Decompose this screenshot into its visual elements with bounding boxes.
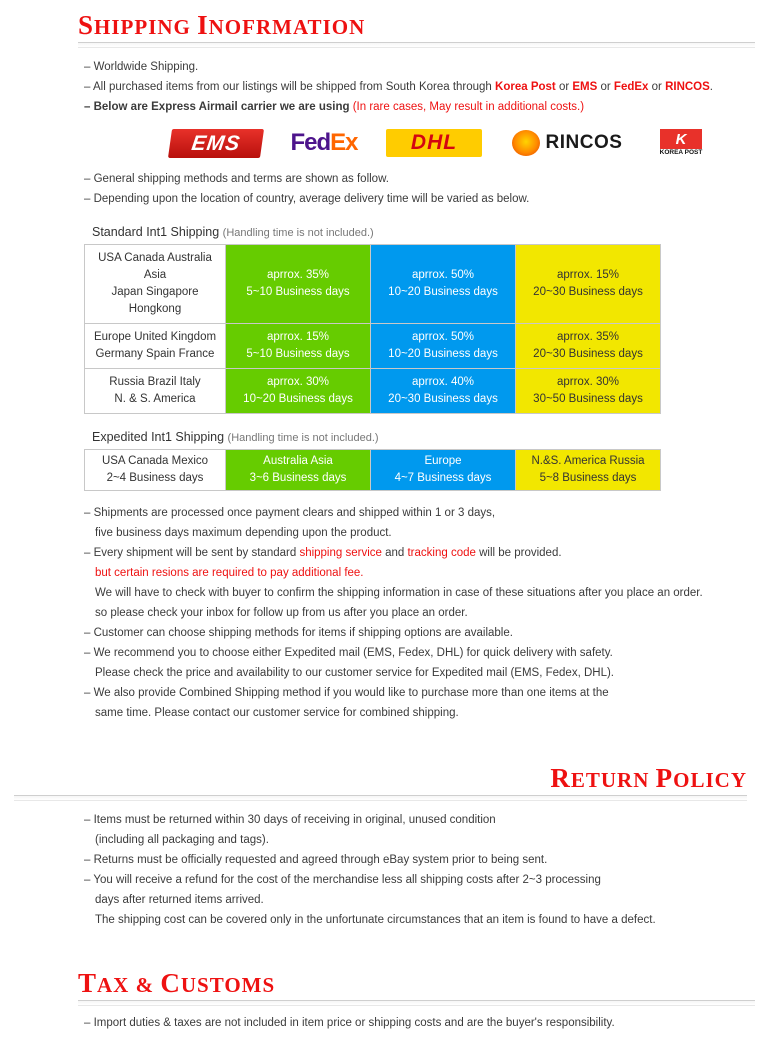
tax-title	[78, 970, 755, 997]
shipping-term-10	[84, 683, 769, 703]
shipping-intro-lines-2	[0, 169, 769, 209]
return-section-header	[0, 723, 769, 801]
dash: –	[84, 874, 91, 886]
shipping-term-7-text: Customer can choose shipping methods for items if shipping options are available.	[93, 627, 513, 639]
dash: –	[84, 507, 91, 519]
table-row	[85, 245, 661, 324]
blue-cell	[371, 369, 516, 414]
expedited-table-note: (Handling time is not included.)	[227, 432, 379, 444]
return-policy-1-text: Items must be returned within 30 days of receiving in original, unused condition	[93, 814, 496, 826]
standard-table-title-text: Standard Int1 Shipping	[92, 225, 220, 239]
shipping-term-11-text: same time. Please contact our customer service for combined shipping.	[95, 707, 459, 719]
percent: aprrox. 35%	[266, 269, 329, 281]
blue-cell	[371, 324, 516, 369]
return-title-olicy: OLICY	[673, 768, 747, 792]
return-title-p: P	[655, 763, 674, 793]
shipping-section-header	[0, 0, 769, 48]
green-cell	[226, 369, 371, 414]
standard-table-title	[0, 209, 769, 244]
carrier-logo-row	[0, 117, 769, 169]
tax-section-header	[0, 930, 769, 1006]
shipping-intro-line-5-text: Depending upon the location of country, average delivery time will be varied as below.	[93, 193, 530, 205]
shipping-intro-line-4	[84, 169, 769, 189]
blue-cell	[371, 245, 516, 324]
region-cell	[85, 369, 226, 414]
shipping-intro-line-3-note: (In rare cases, May result in additional costs.)	[352, 101, 585, 113]
shipping-term-1	[84, 503, 769, 523]
tax-title-c: C	[160, 968, 181, 998]
tax-title-ustoms: USTOMS	[180, 973, 276, 997]
period: .	[709, 81, 713, 93]
yellow-cell	[516, 450, 661, 491]
shipping-term-8-text: We recommend you to choose either Expedited mail (EMS, Fedex, DHL) for quick delivery with safety.	[93, 647, 613, 659]
tax-customs-1	[84, 1013, 769, 1033]
or-3: or	[648, 81, 666, 93]
shipping-term-3-text-c: will be provided.	[475, 547, 562, 559]
region-cell	[85, 450, 226, 491]
yellow-cell	[516, 369, 661, 414]
return-policy-3-text: Returns must be officially requested and agreed through eBay system prior to being sent.	[93, 854, 548, 866]
return-policy-6	[84, 910, 769, 930]
region-line-1: USA Canada Australia Asia	[98, 252, 212, 281]
shipping-term-11	[84, 703, 769, 723]
table-row	[85, 450, 661, 491]
dhl-logo-label: DHL	[410, 131, 458, 154]
rincos-logo	[492, 128, 642, 158]
shipping-title-noformation: NOFRMATION	[208, 15, 366, 39]
region-line-2: N. & S. America	[114, 393, 196, 405]
shipping-term-3	[84, 543, 769, 563]
ems-logo-label: EMS	[190, 131, 242, 154]
fedex-logo-label-fed: Fed	[290, 129, 331, 156]
expedited-shipping-table	[84, 449, 661, 491]
shipping-intro-line-2	[84, 77, 769, 97]
days: 20~30 Business days	[533, 286, 643, 298]
table-row	[85, 369, 661, 414]
days: 10~20 Business days	[388, 348, 498, 360]
korea-post-logo	[652, 127, 710, 159]
shipping-term-9-text: Please check the price and availability to our customer service for Expedited mail (EMS, Fedex, DHL).	[95, 667, 614, 679]
dash: –	[84, 547, 91, 559]
shipping-term-7	[84, 623, 769, 643]
page-tail	[0, 1033, 769, 1039]
rincos-logo-label: RINCOS	[545, 132, 623, 153]
days: 20~30 Business days	[533, 348, 643, 360]
korea-post-mark-icon: K	[660, 129, 702, 149]
region-cell	[85, 245, 226, 324]
return-policy-4-text: You will receive a refund for the cost of the merchandise less all shipping costs after 2~3 processing	[93, 874, 601, 886]
dash: –	[84, 193, 91, 205]
shipping-term-9	[84, 663, 769, 683]
region-line-2: 2~4 Business days	[106, 472, 204, 484]
expedited-table-title-text: Expedited Int1 Shipping	[92, 430, 225, 444]
return-policy-5-text: days after returned items arrived.	[95, 894, 264, 906]
shipping-intro-lines	[0, 48, 769, 117]
shipping-title-i: I	[197, 10, 209, 40]
days: 30~50 Business days	[533, 393, 643, 405]
percent: aprrox. 50%	[411, 269, 474, 281]
dash: –	[84, 627, 91, 639]
percent: aprrox. 15%	[556, 269, 619, 281]
dash: –	[84, 101, 91, 113]
region: Australia Asia	[263, 455, 333, 467]
shipping-term-6	[84, 603, 769, 623]
ems-logo	[168, 129, 264, 158]
yellow-cell	[516, 245, 661, 324]
return-policy-2-text: (including all packaging and tags).	[95, 834, 269, 846]
return-policy-5	[84, 890, 769, 910]
region-line-2: Germany Spain France	[95, 348, 215, 360]
shipping-title-hipping: HIPPING	[94, 15, 198, 39]
or-1: or	[555, 81, 573, 93]
days: 5~10 Business days	[246, 286, 350, 298]
percent: aprrox. 30%	[556, 376, 619, 388]
days: 5~8 Business days	[539, 472, 637, 484]
days: 10~20 Business days	[243, 393, 353, 405]
return-policy-3	[84, 850, 769, 870]
shipping-intro-line-5	[84, 189, 769, 209]
dash: –	[84, 854, 91, 866]
fedex-logo	[272, 129, 376, 158]
region: N.&S. America Russia	[531, 455, 645, 467]
tax-customs-lines	[0, 1006, 769, 1033]
korea-post-logo-label: KOREA POST	[659, 149, 703, 157]
shipping-term-4-text: but certain resions are required to pay additional fee.	[95, 567, 364, 579]
yellow-cell	[516, 324, 661, 369]
shipping-term-2-text: five business days maximum depending upon the product.	[95, 527, 392, 539]
shipping-term-4	[84, 563, 769, 583]
days: 5~10 Business days	[246, 348, 350, 360]
percent: aprrox. 35%	[556, 331, 619, 343]
return-policy-6-text: The shipping cost can be covered only in the unfortunate circumstances that an item is found to have a defect.	[95, 914, 656, 926]
expedited-table-title	[0, 414, 769, 449]
shipping-intro-line-1-text: Worldwide Shipping.	[93, 61, 199, 73]
shipping-term-8	[84, 643, 769, 663]
shipping-term-10-text: We also provide Combined Shipping method if you would like to purchase more than one items at the	[93, 687, 609, 699]
return-policy-1	[84, 810, 769, 830]
region-line-2: Japan Singapore Hongkong	[111, 286, 199, 315]
table-row	[85, 324, 661, 369]
green-cell	[226, 245, 371, 324]
days: 10~20 Business days	[388, 286, 498, 298]
return-policy-4	[84, 870, 769, 890]
blue-cell	[371, 450, 516, 491]
region-line-1: Europe United Kingdom	[93, 331, 217, 343]
shipping-term-1-text: Shipments are processed once payment clears and shipped within 1 or 3 days,	[93, 507, 496, 519]
dash: –	[84, 81, 91, 93]
standard-shipping-table	[84, 244, 661, 414]
shipping-term-5-text: We will have to check with buyer to confirm the shipping information in case of these situations after you place an order.	[95, 587, 703, 599]
fedex-logo-label-ex: Ex	[330, 129, 358, 156]
tracking-code-highlight: tracking code	[407, 547, 476, 559]
region-line-1: Russia Brazil Italy	[109, 376, 201, 388]
carrier-rincos-text: RINCOS	[665, 81, 710, 93]
dash: –	[84, 173, 91, 185]
green-cell	[226, 450, 371, 491]
shipping-title	[78, 12, 755, 39]
return-title-r: R	[550, 763, 571, 793]
return-title	[14, 765, 747, 792]
shipping-term-2	[84, 523, 769, 543]
days: 4~7 Business days	[394, 472, 492, 484]
shipping-service-highlight: shipping service	[299, 547, 382, 559]
dash: –	[84, 1017, 91, 1029]
shipping-intro-line-3	[84, 97, 769, 117]
shipping-intro-line-3-text: Below are Express Airmail carrier we are using	[93, 101, 353, 113]
return-policy-2	[84, 830, 769, 850]
dash: –	[84, 61, 91, 73]
shipping-intro-line-1	[84, 57, 769, 77]
tax-title-t: T	[78, 968, 98, 998]
standard-table-note: (Handling time is not included.)	[222, 227, 374, 239]
shipping-title-s: S	[78, 10, 95, 40]
shipping-term-6-text: so please check your inbox for follow up from us after you place an order.	[95, 607, 468, 619]
carrier-fedex-text: FedEx	[613, 81, 649, 93]
shipping-intro-line-4-text: General shipping methods and terms are shown as follow.	[93, 173, 389, 185]
carrier-korea-post-text: Korea Post	[495, 81, 556, 93]
shipping-term-3-text-a: Every shipment will be sent by standard	[93, 547, 300, 559]
percent: aprrox. 15%	[266, 331, 329, 343]
dash: –	[84, 647, 91, 659]
percent: aprrox. 30%	[266, 376, 329, 388]
shipping-intro-line-2-text: All purchased items from our listings will be shipped from South Korea through	[92, 81, 496, 93]
or-2: or	[597, 81, 614, 93]
region: Europe	[424, 455, 462, 467]
green-cell	[226, 324, 371, 369]
region-cell	[85, 324, 226, 369]
shipping-terms-lines	[0, 491, 769, 723]
dhl-logo	[386, 129, 482, 157]
region-line-1: USA Canada Mexico	[101, 455, 209, 467]
days: 3~6 Business days	[249, 472, 347, 484]
carrier-ems-text: EMS	[572, 81, 598, 93]
dash: –	[84, 687, 91, 699]
shipping-term-5	[84, 583, 769, 603]
tax-title-ax: AX &	[97, 973, 161, 997]
rincos-sun-icon	[512, 130, 540, 156]
return-title-eturn: ETURN	[570, 768, 656, 792]
return-policy-lines	[0, 801, 769, 930]
tax-customs-1-text: Import duties & taxes are not included in item price or shipping costs and are the buyer's responsibility.	[93, 1017, 615, 1029]
shipping-term-3-and: and	[381, 547, 408, 559]
percent: aprrox. 50%	[411, 331, 474, 343]
days: 20~30 Business days	[388, 393, 498, 405]
percent: aprrox. 40%	[411, 376, 474, 388]
dash: –	[84, 814, 91, 826]
